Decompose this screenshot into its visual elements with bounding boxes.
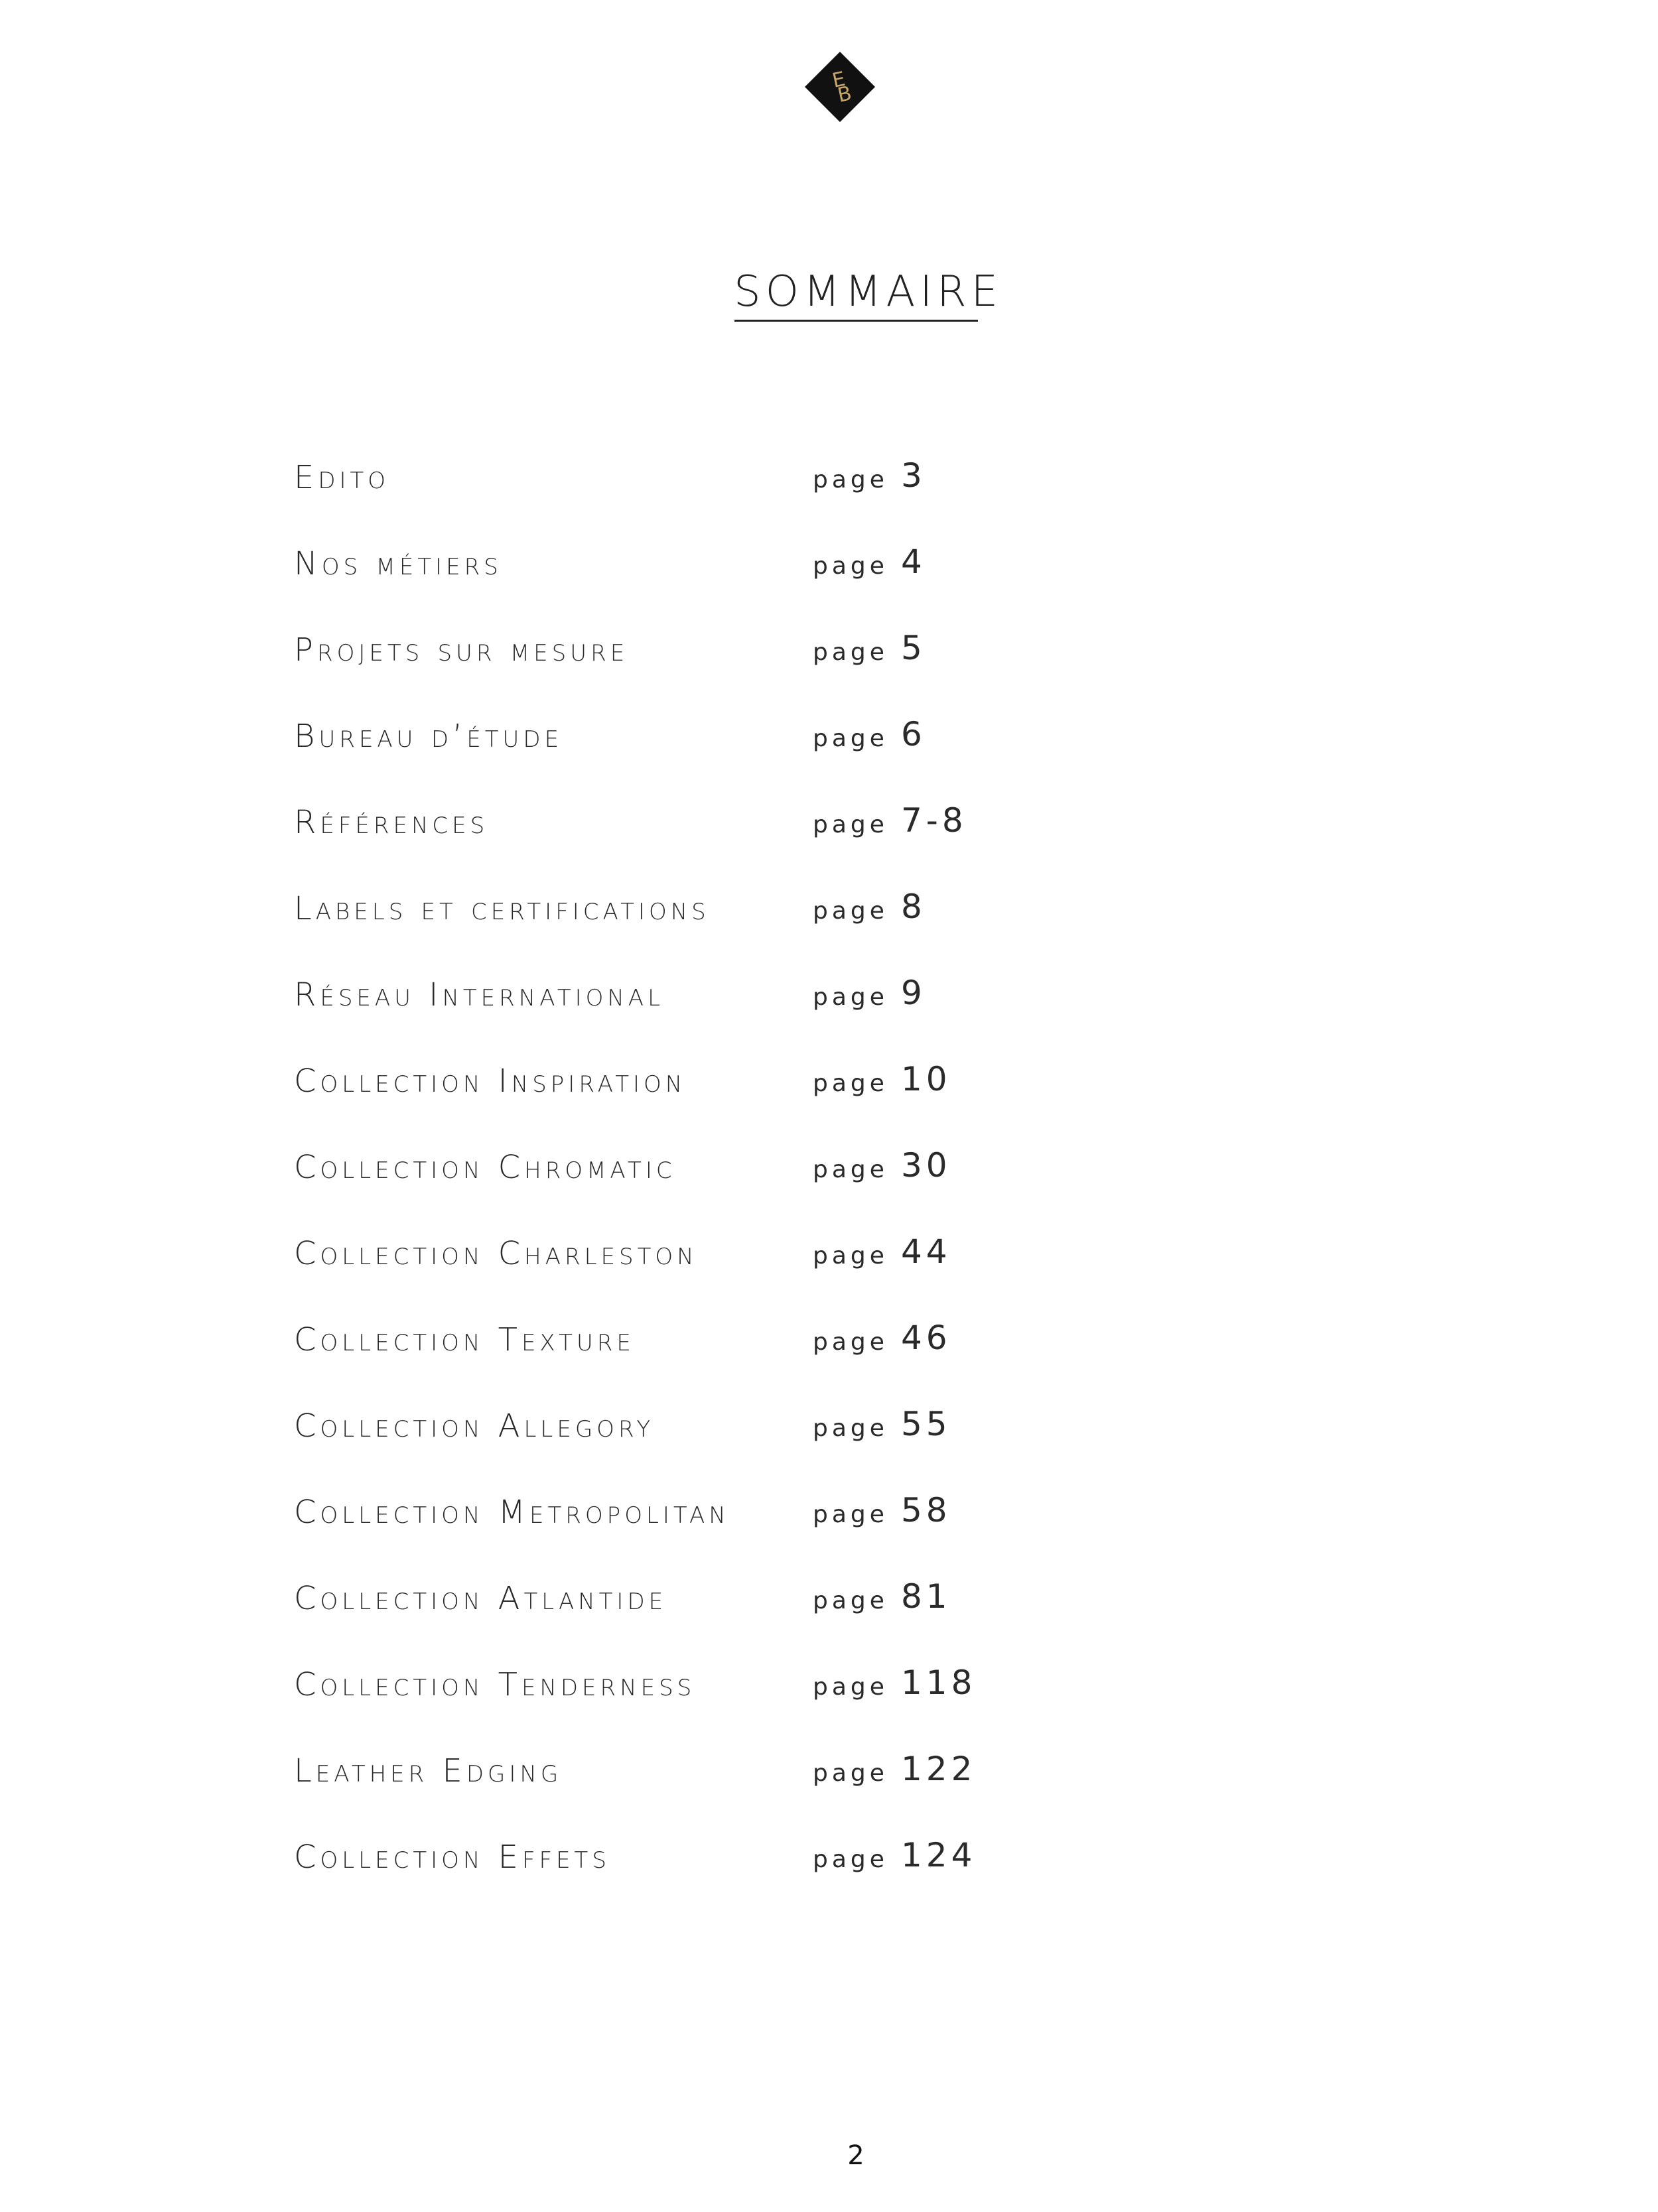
toc-page-word: page	[813, 1501, 888, 1528]
toc-page-word: page	[813, 1242, 888, 1269]
toc-page-word: page	[813, 639, 888, 666]
toc-page-number: 44	[901, 1232, 951, 1271]
toc-page-number: 118	[901, 1663, 977, 1702]
toc-entry[interactable]	[0, 1663, 1658, 1722]
toc-entry[interactable]	[0, 1405, 1658, 1463]
toc-entry-label: Collection Chromatic	[294, 1149, 676, 1186]
svg-text:E: E	[830, 67, 848, 93]
toc-page-word: page	[813, 897, 888, 925]
toc-page-number: 4	[901, 543, 926, 581]
toc-entry-label: Références	[294, 804, 489, 841]
toc-page-word: page	[813, 725, 888, 752]
toc-entry-label: Collection Allegory	[294, 1407, 655, 1445]
toc-entry[interactable]	[0, 1836, 1658, 1894]
toc-entry[interactable]	[0, 629, 1658, 687]
toc-page-number: 10	[901, 1060, 951, 1098]
toc-entry-label: Collection Tenderness	[294, 1666, 696, 1703]
toc-page-number: 7-8	[901, 801, 967, 840]
toc-entry[interactable]	[0, 1146, 1658, 1204]
page-number: 2	[847, 2140, 864, 2171]
toc-page-number: 55	[901, 1405, 951, 1443]
toc-entry[interactable]	[0, 1319, 1658, 1377]
toc-page-word: page	[813, 1156, 888, 1183]
toc-entry[interactable]	[0, 1491, 1658, 1549]
toc-page-number: 8	[901, 887, 926, 926]
toc-page-number: 3	[901, 456, 926, 495]
toc-entry-label: Réseau International	[294, 976, 665, 1013]
toc-entry-label: Bureau d’étude	[294, 718, 563, 755]
toc-page-number: 58	[901, 1491, 951, 1529]
toc-page-word: page	[813, 1587, 888, 1614]
svg-text:B: B	[835, 82, 854, 107]
toc-entry[interactable]	[0, 801, 1658, 860]
toc-entry[interactable]	[0, 543, 1658, 601]
toc-entry-label: Projets sur mesure	[294, 631, 629, 669]
toc-page-number: 124	[901, 1836, 977, 1874]
toc-page-number: 30	[901, 1146, 951, 1185]
toc-entry-label: Labels et certifications	[294, 890, 710, 927]
toc-page-number: 9	[901, 974, 926, 1012]
toc-page-word: page	[813, 1415, 888, 1442]
page-title: SOMMAIRE	[734, 267, 1002, 316]
toc-page-number: 122	[901, 1750, 977, 1788]
toc-entry-label: Collection Metropolitan	[294, 1494, 730, 1531]
toc-entry[interactable]	[0, 1750, 1658, 1808]
toc-page-number: 46	[901, 1319, 951, 1357]
toc-page-word: page	[813, 553, 888, 580]
toc-page-word: page	[813, 984, 888, 1011]
toc-page-word: page	[813, 1846, 888, 1873]
toc-entry-label: Nos métiers	[294, 545, 502, 582]
toc-page-number: 5	[901, 629, 926, 667]
toc-page-word: page	[813, 466, 888, 493]
toc-entry[interactable]	[0, 715, 1658, 773]
toc-page-word: page	[813, 1673, 888, 1701]
toc-entry-label: Collection Inspiration	[294, 1063, 687, 1100]
toc-page-number: 6	[901, 715, 926, 753]
toc-page-word: page	[813, 1760, 888, 1787]
toc-entry-label: Collection Charleston	[294, 1235, 698, 1272]
toc-entry[interactable]	[0, 456, 1658, 515]
toc-entry[interactable]	[0, 974, 1658, 1032]
toc-entry[interactable]	[0, 887, 1658, 946]
toc-entry[interactable]	[0, 1577, 1658, 1636]
toc-entry[interactable]	[0, 1060, 1658, 1118]
toc-page-word: page	[813, 1329, 888, 1356]
toc-entry-label: Collection Atlantide	[294, 1580, 667, 1617]
toc-entry-label: Collection Texture	[294, 1321, 635, 1358]
toc-entry-label: Collection Effets	[294, 1839, 610, 1876]
toc-page-word: page	[813, 1070, 888, 1097]
toc-page-word: page	[813, 811, 888, 838]
toc-entry-label: Leather Edging	[294, 1752, 563, 1789]
toc-entry-label: Edito	[294, 459, 390, 496]
toc-entry[interactable]	[0, 1232, 1658, 1291]
toc-page-number: 81	[901, 1577, 951, 1616]
